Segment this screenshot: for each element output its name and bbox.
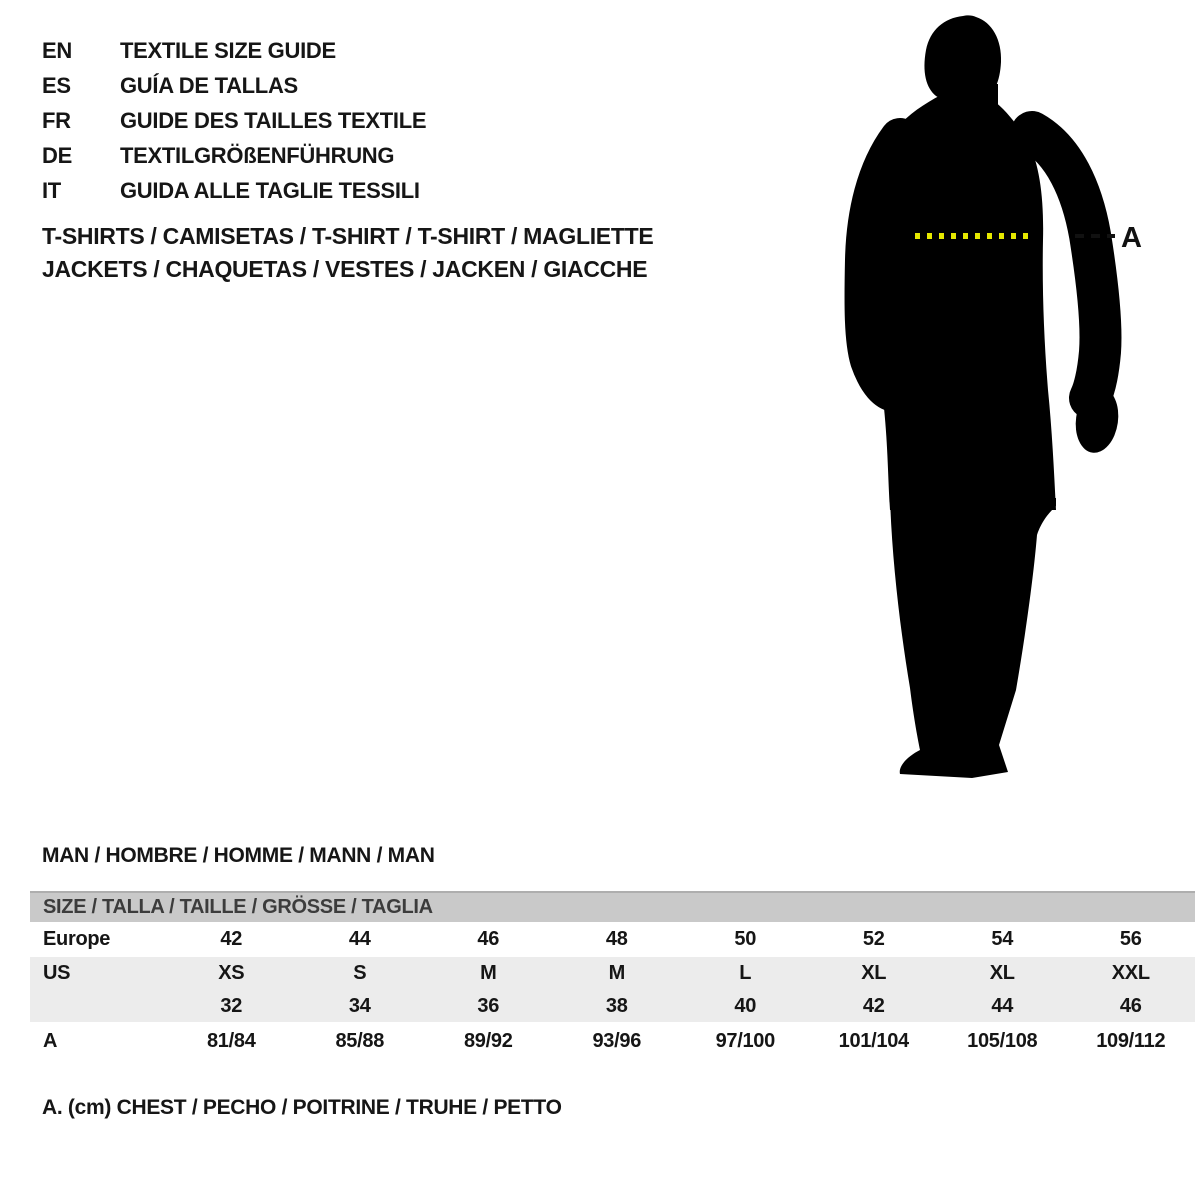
category-line-jackets: JACKETS / CHAQUETAS / VESTES / JACKEN / GIACCHE xyxy=(42,256,648,282)
table-row-us xyxy=(30,957,1195,990)
table-cell: 105/108 xyxy=(967,1029,1038,1052)
category-line-tshirts: T-SHIRTS / CAMISETAS / T-SHIRT / T-SHIRT / MAGLIETTE xyxy=(42,223,654,249)
table-cell: L xyxy=(739,962,752,984)
table-cell: 109/112 xyxy=(1096,1029,1166,1052)
measurement-footnote: A. (cm) CHEST / PECHO / POITRINE / TRUHE / PETTO xyxy=(42,1096,562,1119)
table-cell: 93/96 xyxy=(592,1029,642,1052)
table-cell: 42 xyxy=(862,994,885,1017)
measurement-figure xyxy=(820,0,1200,800)
table-cell: 89/92 xyxy=(463,1029,513,1052)
table-cell: XXL xyxy=(1111,962,1150,984)
row-label: Europe xyxy=(43,928,111,950)
table-cell: XL xyxy=(861,962,887,984)
language-label: GUÍA DE TALLAS xyxy=(120,73,298,98)
language-label: GUIDA ALLE TAGLIE TESSILI xyxy=(120,178,420,203)
table-cell: 44 xyxy=(348,928,371,950)
table-cell: 34 xyxy=(348,994,371,1017)
table-cell: 32 xyxy=(220,994,243,1017)
table-cell: 46 xyxy=(1119,994,1142,1017)
table-row-europe xyxy=(30,922,1195,957)
table-cell: 52 xyxy=(862,928,885,950)
table-row-us-numeric xyxy=(30,990,1195,1022)
language-row-es xyxy=(42,68,426,103)
table-cell: 48 xyxy=(605,928,628,950)
table-cell: M xyxy=(480,962,497,984)
table-cell: 101/104 xyxy=(838,1029,909,1052)
language-list xyxy=(42,33,426,208)
language-row-de xyxy=(42,138,426,173)
table-cell: 40 xyxy=(734,994,757,1017)
row-label: A xyxy=(43,1029,58,1052)
language-row-en xyxy=(42,33,426,68)
table-cell: M xyxy=(608,962,625,984)
row-label: US xyxy=(43,962,71,984)
language-label: GUIDE DES TAILLES TEXTILE xyxy=(120,108,427,133)
table-cell: 44 xyxy=(991,994,1014,1017)
language-code: ES xyxy=(42,73,71,98)
table-cell: XL xyxy=(989,962,1015,984)
table-cell: XS xyxy=(218,962,245,984)
table-cell: 56 xyxy=(1119,928,1142,950)
legs-shape xyxy=(890,498,1056,778)
section-title-man: MAN / HOMBRE / HOMME / MANN / MAN xyxy=(42,844,435,867)
table-cell: 36 xyxy=(477,994,500,1017)
language-code: DE xyxy=(42,143,72,168)
category-lines xyxy=(42,220,653,286)
language-row-fr xyxy=(42,103,426,138)
language-row-it xyxy=(42,173,426,208)
table-cell: 46 xyxy=(477,928,500,950)
language-code: IT xyxy=(42,178,61,203)
table-cell: 50 xyxy=(734,928,757,950)
table-cell: 42 xyxy=(220,928,243,950)
table-cell: 54 xyxy=(991,928,1014,950)
size-table-header: SIZE / TALLA / TAILLE / GRÖSSE / TAGLIA xyxy=(30,891,1195,922)
shaded-band xyxy=(30,957,1195,1022)
table-cell: 38 xyxy=(605,994,628,1017)
language-label: TEXTILE SIZE GUIDE xyxy=(120,38,336,63)
table-cell: S xyxy=(353,962,367,984)
table-row-chest-a xyxy=(30,1022,1195,1060)
table-cell: 97/100 xyxy=(715,1029,775,1052)
table-cell: 85/88 xyxy=(335,1029,385,1052)
language-code: FR xyxy=(42,108,71,133)
language-code: EN xyxy=(42,38,72,63)
language-label: TEXTILGRÖßENFÜHRUNG xyxy=(120,143,395,168)
table-cell: 81/84 xyxy=(206,1029,256,1052)
man-silhouette xyxy=(820,0,1200,800)
size-table xyxy=(30,891,1195,1060)
measure-label-a: A xyxy=(1121,222,1142,254)
